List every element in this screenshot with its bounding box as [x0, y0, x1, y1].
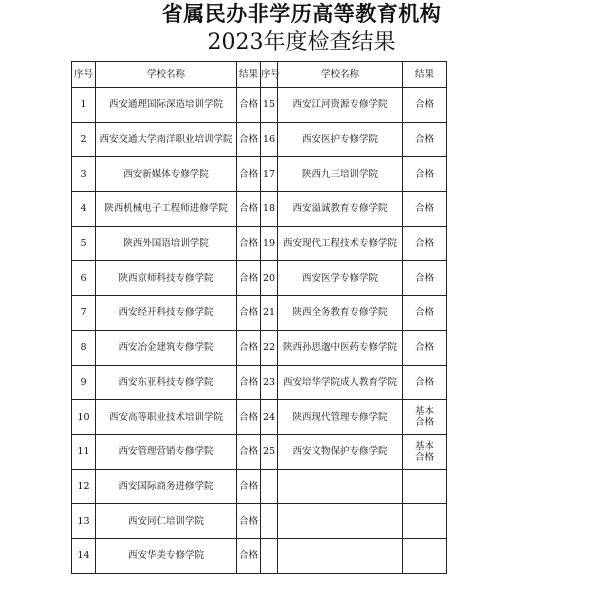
left-result-cell: 合格 — [237, 434, 261, 469]
right-school-cell: 陕西现代管理专修学院 — [278, 400, 403, 435]
right-seq-cell: 25 — [261, 434, 278, 469]
right-seq-cell: 23 — [261, 365, 278, 400]
left-seq-cell: 5 — [72, 226, 96, 261]
header-seq-left: 序号 — [72, 62, 96, 88]
right-seq-cell — [261, 504, 278, 539]
right-school-cell: 陕西九三培训学院 — [278, 157, 403, 192]
left-result-cell: 合格 — [237, 122, 261, 157]
right-result-cell: 合格 — [403, 192, 447, 227]
right-result-cell: 基本 合格 — [403, 400, 447, 435]
right-seq-cell: 17 — [261, 157, 278, 192]
table-row — [72, 400, 447, 435]
right-seq-cell: 20 — [261, 261, 278, 296]
right-school-cell — [278, 538, 403, 573]
left-school-cell: 西安新媒体专修学院 — [96, 157, 237, 192]
right-result-cell: 合格 — [403, 226, 447, 261]
left-school-cell: 西安国际商务进修学院 — [96, 469, 237, 504]
right-school-cell: 西安培华学院成人教育学院 — [278, 365, 403, 400]
right-seq-cell: 22 — [261, 330, 278, 365]
table-row — [72, 365, 447, 400]
right-school-cell: 陕西孙思邈中医药专修学院 — [278, 330, 403, 365]
right-school-cell: 陕西全务教育专修学院 — [278, 296, 403, 331]
left-school-cell: 西安交通大学南洋职业培训学院 — [96, 122, 237, 157]
left-seq-cell: 12 — [72, 469, 96, 504]
right-result-cell — [403, 469, 447, 504]
left-school-cell: 陕西京师科技专修学院 — [96, 261, 237, 296]
left-school-cell: 西安同仁培训学院 — [96, 504, 237, 539]
right-result-cell: 合格 — [403, 296, 447, 331]
table-row — [72, 296, 447, 331]
left-result-cell: 合格 — [237, 365, 261, 400]
right-seq-cell — [261, 538, 278, 573]
table-row — [72, 122, 447, 157]
left-result-cell: 合格 — [237, 538, 261, 573]
right-seq-cell: 19 — [261, 226, 278, 261]
document-title: 省属民办非学历高等教育机构 — [161, 2, 442, 26]
header-seq-right: 序号 — [261, 62, 278, 88]
left-school-cell: 西安东亚科技专修学院 — [96, 365, 237, 400]
right-seq-cell — [261, 469, 278, 504]
left-seq-cell: 7 — [72, 296, 96, 331]
left-seq-cell: 10 — [72, 400, 96, 435]
right-result-cell: 合格 — [403, 365, 447, 400]
right-school-cell: 西安江河资源专修学院 — [278, 88, 403, 123]
right-seq-cell: 21 — [261, 296, 278, 331]
right-result-cell: 合格 — [403, 88, 447, 123]
left-result-cell: 合格 — [237, 469, 261, 504]
left-seq-cell: 11 — [72, 434, 96, 469]
right-seq-cell: 24 — [261, 400, 278, 435]
right-school-cell: 西安现代工程技术专修学院 — [278, 226, 403, 261]
results-table — [71, 61, 447, 574]
right-seq-cell: 15 — [261, 88, 278, 123]
left-school-cell: 西安通理国际深造培训学院 — [96, 88, 237, 123]
right-result-cell — [403, 504, 447, 539]
right-seq-cell: 18 — [261, 192, 278, 227]
left-result-cell: 合格 — [237, 192, 261, 227]
right-school-cell: 西安医学专修学院 — [278, 261, 403, 296]
left-seq-cell: 3 — [72, 157, 96, 192]
table-row — [72, 504, 447, 539]
header-school-right: 学校名称 — [278, 62, 403, 88]
right-school-cell: 西安医护专修学院 — [278, 122, 403, 157]
right-result-cell: 合格 — [403, 330, 447, 365]
right-school-cell — [278, 469, 403, 504]
left-seq-cell: 6 — [72, 261, 96, 296]
left-school-cell: 西安高等职业技术培训学院 — [96, 400, 237, 435]
table-row — [72, 192, 447, 227]
left-seq-cell: 8 — [72, 330, 96, 365]
document-subtitle: 2023年度检查结果 — [207, 30, 396, 55]
left-seq-cell: 14 — [72, 538, 96, 573]
left-result-cell: 合格 — [237, 330, 261, 365]
table-row — [72, 261, 447, 296]
left-school-cell: 西安经开科技专修学院 — [96, 296, 237, 331]
left-seq-cell: 2 — [72, 122, 96, 157]
left-seq-cell: 9 — [72, 365, 96, 400]
right-seq-cell: 16 — [261, 122, 278, 157]
left-seq-cell: 13 — [72, 504, 96, 539]
left-seq-cell: 1 — [72, 88, 96, 123]
table-row — [72, 469, 447, 504]
table-row — [72, 88, 447, 123]
left-result-cell: 合格 — [237, 261, 261, 296]
left-result-cell: 合格 — [237, 400, 261, 435]
left-result-cell: 合格 — [237, 157, 261, 192]
header-result-right: 结果 — [403, 62, 447, 88]
header-school-left: 学校名称 — [96, 62, 237, 88]
right-school-cell: 西安溢诚教育专修学院 — [278, 192, 403, 227]
table-row — [72, 538, 447, 573]
left-result-cell: 合格 — [237, 88, 261, 123]
left-seq-cell: 4 — [72, 192, 96, 227]
right-result-cell — [403, 538, 447, 573]
table-row — [72, 330, 447, 365]
right-result-cell: 基本 合格 — [403, 434, 447, 469]
left-school-cell: 陕西外国语培训学院 — [96, 226, 237, 261]
right-result-cell: 合格 — [403, 122, 447, 157]
left-result-cell: 合格 — [237, 296, 261, 331]
left-result-cell: 合格 — [237, 226, 261, 261]
table-row — [72, 157, 447, 192]
left-school-cell: 西安冶金建筑专修学院 — [96, 330, 237, 365]
right-school-cell — [278, 504, 403, 539]
left-school-cell: 陕西机械电子工程师进修学院 — [96, 192, 237, 227]
left-school-cell: 西安管理营销专修学院 — [96, 434, 237, 469]
left-school-cell: 西安华美专修学院 — [96, 538, 237, 573]
left-result-cell: 合格 — [237, 504, 261, 539]
right-school-cell: 西安文物保护专修学院 — [278, 434, 403, 469]
right-result-cell: 合格 — [403, 157, 447, 192]
table-row — [72, 434, 447, 469]
table-header-row — [72, 62, 447, 88]
right-result-cell: 合格 — [403, 261, 447, 296]
table-row — [72, 226, 447, 261]
header-result-left: 结果 — [237, 62, 261, 88]
